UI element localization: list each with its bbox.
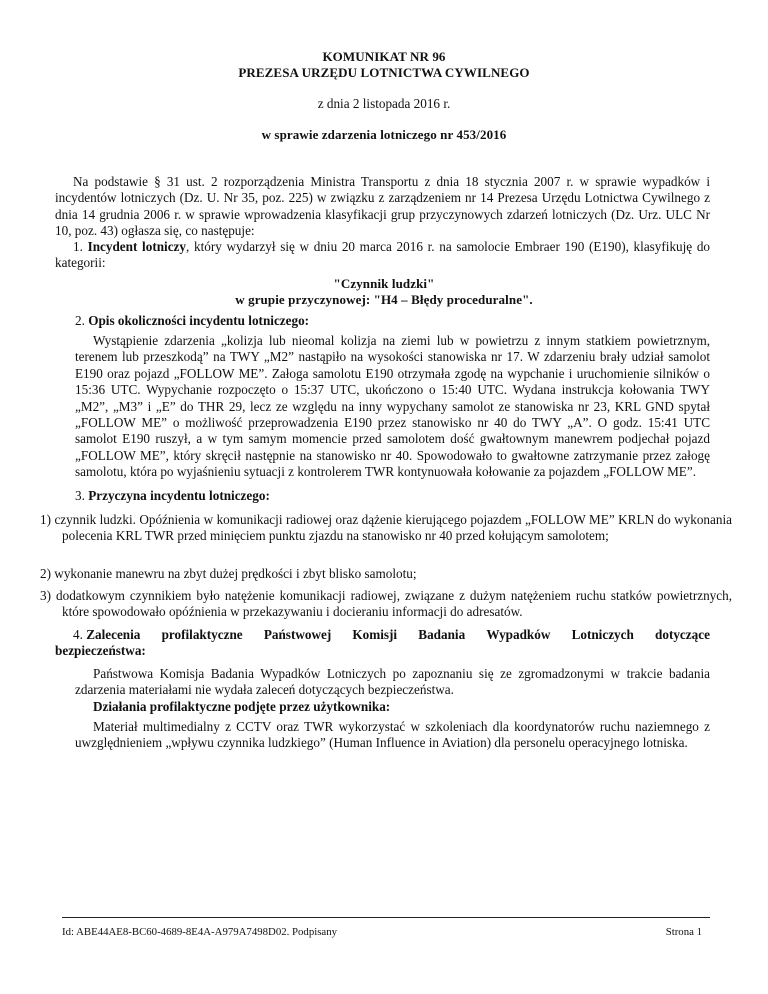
cause-item-3-num: 3) — [40, 588, 51, 603]
section-4-text: Państwowa Komisja Badania Wypadków Lotniczych po zapoznaniu się ze zgromadzonymi w trakcie badania zdarzenia materiałami nie wydała zaleceń dotyczących bezpieczeństwa. — [75, 666, 710, 698]
section-4-heading-row — [55, 627, 710, 643]
category-line2: w grupie przyczynowej: "H4 – Błędy proceduralne". — [235, 292, 533, 307]
actions-body — [75, 719, 710, 752]
section-4-heading-end: bezpieczeństwa: — [55, 643, 146, 659]
section-4-word: Państwowej — [263, 627, 332, 642]
section-4-word: dotyczące — [655, 627, 710, 642]
doc-title-line1: KOMUNIKAT NR 96 — [322, 49, 446, 64]
cause-item-2 — [40, 566, 732, 582]
category-line1: "Czynnik ludzki" — [333, 276, 435, 291]
cause-item-3-text: dodatkowym czynnikiem było natężenie komunikacji radiowej, związane z dużym natężeniem ruchu statków powietrznych, które spowodowało opóźnienia w przekazywaniu i docieraniu informacji do adresatów. — [56, 588, 733, 620]
actions-heading — [93, 699, 727, 715]
footer-document-id: Id: ABE44AE8-BC60-4689-8E4A-A979A7498D02. Podpisany — [62, 926, 338, 938]
section-1-lead: Incydent lotniczy — [87, 239, 187, 254]
section-3-title: Przyczyna incydentu lotniczego: — [88, 488, 270, 503]
actions-title: Działania profilaktyczne podjęte przez użytkownika: — [93, 699, 391, 714]
section-2-text: Wystąpienie zdarzenia „kolizja lub nieomal kolizja na ziemi lub w powietrzu z innym statkiem powietrznym, terenem lub przeszkodą” na TWY „M2” nastąpiło na wysokości stanowiska nr 17. W zdarzeniu brały udział samolot E190 oraz pojazd „FOLLOW ME”. Załoga samolotu E190 otrzymała zgodę na wypchanie i uruchomienie silników o 15:36 UTC. Wypychanie rozpoczęto o 15:37 UTC, ukończono o 15:40 UTC. Wydana instrukcja kołowania TWY „M2”, „M3” i „E” do THR 29, lecz ze względu na inny wypychany samolot ze stanowiska nr 23, KRL GND spytał „FOLLOW ME” o możliwość przeprowadzenia E190 przez stanowisko nr 40 do TWY „A”. O godz. 15:41 UTC samolot E190 ruszył, a w tym samym momencie przed samolotem dość gwałtownym manewrem podjechał pojazd „FOLLOW ME”, który skręcił następnie na stanowisko nr 40. Spowodowało to gwałtowne zatrzymanie przez załogę samolotu, która po wyjaśnieniu sytuacji z kontrolerem TWR kontynuowała kołowanie za pojazdem „FOLLOW ME”. — [75, 333, 710, 480]
section-1-number: 1. — [73, 239, 83, 254]
section-2-title: Opis okoliczności incydentu lotniczego: — [88, 313, 310, 328]
section-2-body — [75, 333, 710, 481]
section-4-word: Lotniczych — [571, 627, 634, 642]
intro-paragraph — [55, 174, 710, 240]
section-4-word: Badania — [418, 627, 466, 642]
cause-item-1 — [40, 512, 732, 545]
section-4-heading — [55, 627, 710, 660]
doc-date: z dnia 2 listopada 2016 r. — [317, 96, 451, 111]
footer-divider — [62, 917, 710, 918]
section-2-number: 2. — [75, 313, 85, 328]
intro-text: Na podstawie § 31 ust. 2 rozporządzenia Ministra Transportu z dnia 18 stycznia 2007 r. w sprawie wypadków i incydentów lotniczych (Dz. U. Nr 35, poz. 225) w związku z zarządzeniem nr 14 Prezesa Urzędu Lotnictwa Cywilnego z dnia 14 grudnia 2006 r. w sprawie wprowadzenia klasyfikacji grup przyczynowych zdarzeń lotniczych (Dz. Urz. ULC Nr 10, poz. 43) ogłasza się, co następuje: — [55, 174, 710, 239]
cause-item-2-num: 2) — [40, 566, 51, 581]
section-4-word: Komisji — [352, 627, 398, 642]
cause-item-1-num: 1) — [40, 512, 51, 527]
section-4-body — [75, 666, 710, 699]
footer-page-number: Strona 1 — [665, 926, 702, 938]
section-3-heading — [75, 488, 709, 504]
section-4-word: Zalecenia — [86, 627, 141, 642]
cause-item-2-text: wykonanie manewru na zbyt dużej prędkości i zbyt blisko samolotu; — [54, 566, 417, 581]
cause-item-3 — [40, 588, 732, 621]
section-3-number: 3. — [75, 488, 85, 503]
doc-subject: w sprawie zdarzenia lotniczego nr 453/2016 — [261, 127, 507, 142]
doc-title-line2: PREZESA URZĘDU LOTNICTWA CYWILNEGO — [238, 65, 530, 80]
section-1-text: , który wydarzył się w dniu 20 marca 2016 r. na samolocie Embraer 190 (E190), klasyfikuję do kategorii: — [55, 239, 711, 271]
section-4-word: Wypadków — [486, 627, 551, 642]
section-2-heading — [75, 313, 709, 329]
actions-text: Materiał multimedialny z CCTV oraz TWR wykorzystać w szkoleniach dla koordynatorów ruchu naziemnego z uwzględnieniem „wpływu czynnika ludzkiego” (Human Influence in Aviation) dla personelu operacyjnego lotniska. — [75, 719, 710, 751]
section-4-number: 4. — [73, 627, 83, 642]
section-1 — [55, 239, 710, 272]
section-4-word: profilaktyczne — [161, 627, 243, 642]
cause-item-1-text: czynnik ludzki. Opóźnienia w komunikacji radiowej oraz dążenie kierującego pojazdem „FOLLOW ME” KRLN do wykonania polecenia KRL TWR przed minięciem punktu zjazdu na stanowisko nr 40 przed kołującym samolotem; — [54, 512, 732, 544]
